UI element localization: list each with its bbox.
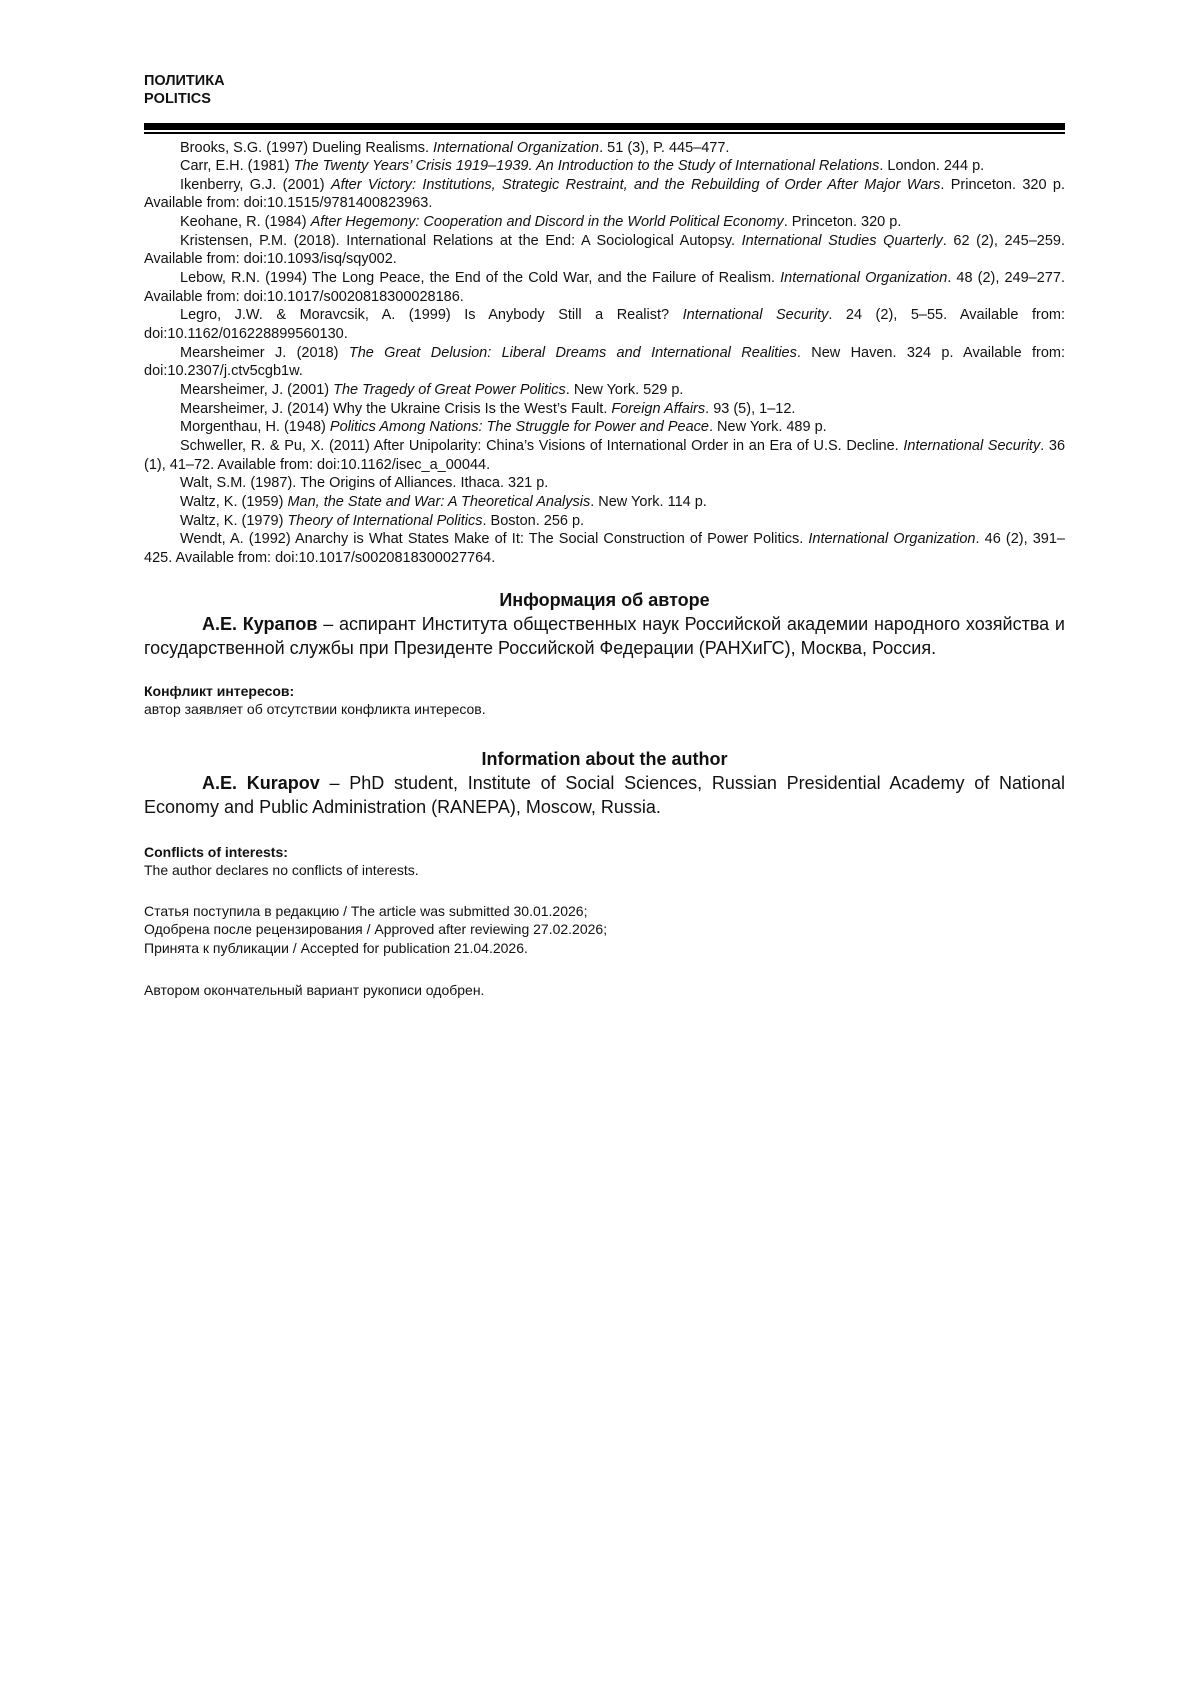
reference-text: Wendt, A. (1992) Anarchy is What States Make of It: The Social Construction of Power Politics. bbox=[180, 531, 809, 548]
reference-source-title: Theory of International Politics bbox=[287, 512, 483, 529]
reference-details: . 24 (2), 5–55. Available from: doi:10.1162/016228899560130. bbox=[144, 307, 1065, 343]
reference-list bbox=[144, 139, 1065, 568]
reference-item bbox=[144, 176, 1065, 213]
reference-item bbox=[144, 400, 1065, 419]
reference-text: Schweller, R. & Pu, X. (2011) After Unipolarity: China’s Visions of International Order in an Era of U.S. Decline. bbox=[180, 438, 904, 454]
reference-item bbox=[144, 437, 1065, 474]
reference-text: Lebow, R.N. (1994) The Long Peace, the End of the Cold War, and the Failure of Realism. bbox=[180, 270, 781, 287]
reference-item bbox=[144, 512, 1065, 531]
section-label-en: POLITICS bbox=[144, 91, 211, 107]
reference-text: Mearsheimer J. (2018) bbox=[180, 344, 349, 361]
reference-text: Walt, S.M. (1987). The Origins of Alliances. Ithaca. 321 p. bbox=[180, 475, 549, 492]
header-rule-thin bbox=[144, 132, 1065, 134]
section-label-ru: ПОЛИТИКА bbox=[144, 73, 225, 89]
author-description-en: – PhD student, Institute of Social Sciences, Russian Presidential Academy of National Economy and Public Administration (RANEPA), Moscow, Russia. bbox=[144, 772, 1065, 817]
author-info-en bbox=[144, 771, 1065, 819]
reference-text: Waltz, K. (1979) bbox=[180, 512, 288, 529]
reference-details: . Princeton. 320 p. bbox=[783, 214, 902, 231]
reference-item bbox=[144, 418, 1065, 437]
reference-text: Mearsheimer, J. (2001) bbox=[180, 382, 334, 399]
reference-item bbox=[144, 157, 1065, 176]
running-head bbox=[144, 72, 1065, 108]
reference-text: Mearsheimer, J. (2014) Why the Ukraine Crisis Is the West’s Fault. bbox=[180, 400, 612, 417]
reference-details: . 46 (2), 391–425. Available from: doi:10.1017/s0020818300027764. bbox=[144, 531, 1065, 566]
reference-source-title: After Hegemony: Cooperation and Discord in the World Political Economy bbox=[310, 214, 784, 231]
reference-text: Ikenberry, G.J. (2001) bbox=[180, 176, 331, 193]
reference-item bbox=[144, 232, 1065, 269]
conflict-text-ru: автор заявляет об отсутствии конфликта интересов. bbox=[144, 701, 486, 718]
reference-details: . 36 (1), 41–72. Available from: doi:10.1162/isec_a_00044. bbox=[144, 438, 1066, 473]
reference-details: . New York. 529 p. bbox=[565, 382, 684, 399]
reference-source-title: After Victory: Institutions, Strategic Restraint, and the Rebuilding of Order After Major Wars bbox=[330, 176, 941, 193]
reference-details: . 93 (5), 1–12. bbox=[705, 400, 796, 417]
reference-item bbox=[144, 213, 1065, 232]
reference-details: . New York. 114 p. bbox=[590, 493, 707, 510]
reference-details: . 51 (3), P. 445–477. bbox=[599, 139, 730, 156]
reference-details: . Boston. 256 p. bbox=[482, 512, 585, 529]
reference-text: Brooks, S.G. (1997) Dueling Realisms. bbox=[180, 139, 434, 156]
reference-item bbox=[144, 530, 1065, 567]
reference-text: Legro, J.W. & Moravcsik, A. (1999) Is Anybody Still a Realist? bbox=[180, 307, 683, 324]
reference-source-title: The Tragedy of Great Power Politics bbox=[333, 382, 566, 399]
reference-source-title: Politics Among Nations: The Struggle for Power and Peace bbox=[329, 419, 709, 436]
conflict-text-en: The author declares no conflicts of interests. bbox=[144, 862, 419, 879]
reference-item bbox=[144, 381, 1065, 400]
reference-source-title: The Great Delusion: Liberal Dreams and International Realities bbox=[348, 344, 797, 361]
reference-item bbox=[144, 269, 1065, 306]
author-info-heading-ru: Информация об авторе bbox=[499, 589, 710, 610]
conflict-label-en: Conflicts of interests: bbox=[144, 843, 288, 860]
author-info-ru bbox=[144, 612, 1065, 660]
reference-text: Carr, E.H. (1981) bbox=[180, 158, 294, 175]
header-rule-thick bbox=[144, 123, 1065, 130]
author-info-heading-en: Information about the author bbox=[481, 748, 728, 769]
page bbox=[144, 72, 1065, 1000]
manuscript-approval-note: Автором окончательный вариант рукописи одобрен. bbox=[144, 982, 485, 999]
reference-source-title: The Twenty Years’ Crisis 1919–1939. An Introduction to the Study of International Relations bbox=[293, 158, 880, 175]
reference-details: . 48 (2), 249–277. Available from: doi:10.1017/s0020818300028186. bbox=[144, 270, 1065, 305]
reference-details: . New Haven. 324 p. Available from: doi:10.2307/j.ctv5cgb1w. bbox=[144, 344, 1066, 380]
reference-item bbox=[144, 474, 1065, 493]
reference-source-title: International Organization bbox=[808, 531, 976, 548]
date-submitted: Статья поступила в редакцию / The article was submitted 30.01.2026; bbox=[144, 902, 588, 919]
author-name-ru: А.Е. Курапов bbox=[202, 613, 318, 634]
reference-item bbox=[144, 306, 1065, 343]
reference-details: . New York. 489 p. bbox=[709, 419, 827, 436]
reference-item bbox=[144, 139, 1065, 158]
reference-item bbox=[144, 493, 1065, 512]
reference-source-title: International Studies Quarterly bbox=[741, 232, 943, 249]
reference-source-title: International Security bbox=[682, 307, 829, 324]
date-accepted: Принята к публикации / Accepted for publication 21.04.2026. bbox=[144, 939, 528, 956]
reference-text: Waltz, K. (1959) bbox=[180, 493, 288, 510]
reference-text: Morgenthau, H. (1948) bbox=[180, 419, 330, 436]
reference-text: Kristensen, P.M. (2018). International Relations at the End: A Sociological Autopsy. bbox=[180, 232, 742, 249]
reference-details: . 62 (2), 245–259. Available from: doi:10.1093/isq/sqy002. bbox=[144, 232, 1065, 268]
date-approved: Одобрена после рецензирования / Approved after reviewing 27.02.2026; bbox=[144, 921, 608, 938]
reference-source-title: Foreign Affairs bbox=[611, 400, 706, 417]
conflict-of-interest-en bbox=[144, 843, 1065, 880]
reference-source-title: International Organization bbox=[780, 270, 948, 287]
conflict-of-interest-ru bbox=[144, 682, 1065, 719]
author-name-en: A.E. Kurapov bbox=[202, 772, 320, 793]
reference-text: Keohane, R. (1984) bbox=[180, 214, 311, 231]
reference-item bbox=[144, 344, 1065, 381]
reference-source-title: Man, the State and War: A Theoretical Analysis bbox=[287, 493, 591, 510]
author-description-ru: – аспирант Института общественных наук Российской академии народного хозяйства и государственной службы при Президенте Российской Федерации (РАНХиГС), Москва, Россия. bbox=[144, 613, 1065, 658]
publication-dates bbox=[144, 902, 1065, 958]
conflict-label-ru: Конфликт интересов: bbox=[144, 682, 295, 699]
reference-source-title: International Security bbox=[903, 438, 1041, 454]
reference-details: . Princeton. 320 p. Available from: doi:10.1515/9781400823963. bbox=[144, 176, 1066, 212]
reference-details: . London. 244 p. bbox=[879, 158, 985, 175]
reference-source-title: International Organization bbox=[433, 139, 600, 156]
